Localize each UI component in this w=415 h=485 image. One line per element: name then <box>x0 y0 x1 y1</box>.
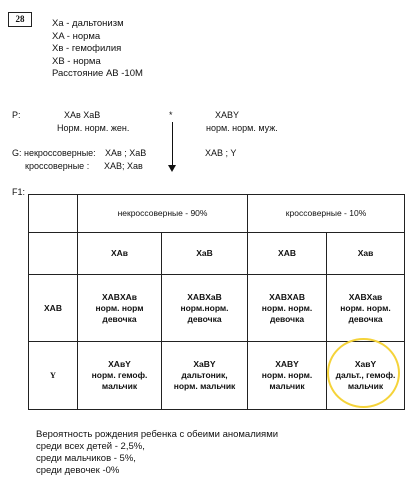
conclusion-line: Вероятность рождения ребенка с обеими аномалиями <box>36 429 279 440</box>
conclusion <box>36 429 278 477</box>
legend-line: XB - норма <box>52 55 101 67</box>
p-male-phenotype: норм. норм. муж. <box>206 123 278 133</box>
col-gamete: XAB <box>248 233 327 275</box>
offspring-cell <box>327 275 405 342</box>
g-cross-gametes: XAB; Xaв <box>104 161 143 171</box>
offspring-genotype: XABXAв <box>102 291 137 302</box>
highlight-circle <box>327 338 400 408</box>
g-male-gametes: XAB ; Y <box>205 148 237 158</box>
empty-corner-cell <box>29 195 78 233</box>
offspring-phenotype: норм. норм <box>95 302 144 313</box>
g-noncross-label: G: некроссоверные: <box>12 148 96 158</box>
conclusion-line: среди мальчиков - 5%, <box>36 453 136 464</box>
conclusion-line: среди всех детей - 2,5%, <box>36 441 145 452</box>
legend-line: XA - норма <box>52 30 101 42</box>
cross-sign: * <box>169 110 173 120</box>
offspring-phenotype: дальт., гемоф. <box>335 370 396 380</box>
arrow-down-icon <box>168 165 176 172</box>
p-female-phenotype: Норм. норм. жен. <box>57 123 130 133</box>
offspring-sex: девочка <box>269 313 305 324</box>
legend-line: Расстояние AB -10M <box>52 68 143 79</box>
col-gamete: XAв <box>78 233 162 275</box>
offspring-cell <box>162 342 248 410</box>
offspring-phenotype: норм. норм. <box>261 302 313 313</box>
offspring-cell <box>248 342 327 410</box>
arrow-shaft <box>172 122 173 167</box>
legend-line: Xв - гемофилия <box>52 43 122 54</box>
offspring-phenotype: норм. норм. <box>261 370 313 380</box>
g-cross-label: кроссоверные : <box>25 161 90 171</box>
offspring-genotype: XABY <box>275 359 299 369</box>
col-gamete: XaB <box>162 233 248 275</box>
f1-label: F1: <box>12 187 26 197</box>
offspring-phenotype: норм. гемоф. <box>91 370 148 380</box>
offspring-sex: норм. мальчик <box>173 381 236 391</box>
legend-line: Xa - дальтонизм <box>52 18 124 29</box>
offspring-genotype: XAвY <box>108 359 131 369</box>
offspring-genotype: XaBY <box>193 359 216 369</box>
offspring-cell <box>78 342 162 410</box>
col-gamete: Xaв <box>327 233 405 275</box>
g-noncross-gametes: XAв ; XaB <box>105 148 147 158</box>
offspring-genotype: XABXAB <box>269 291 305 302</box>
table-row <box>29 233 405 275</box>
offspring-sex: мальчик <box>101 381 138 391</box>
offspring-genotype: XaвY <box>354 359 377 369</box>
p-label: P: <box>12 110 21 120</box>
row-gamete: Y <box>29 342 78 410</box>
task-number: 28 <box>8 12 32 27</box>
group-header-cross: кроссоверные - 10% <box>248 195 405 233</box>
offspring-sex: мальчик <box>269 381 305 391</box>
row-gamete: XAB <box>29 275 78 342</box>
group-header-noncross: некроссоверные - 90% <box>78 195 248 233</box>
conclusion-line: среди девочек -0% <box>36 465 120 476</box>
offspring-sex: девочка <box>187 313 222 324</box>
offspring-phenotype: норм. норм. <box>340 302 391 313</box>
table-row <box>29 195 405 233</box>
offspring-sex: мальчик <box>347 381 384 391</box>
legend <box>52 18 143 81</box>
offspring-cell <box>248 275 327 342</box>
p-male-genotype: XABY <box>215 110 240 120</box>
offspring-cell <box>78 275 162 342</box>
offspring-cell <box>162 275 248 342</box>
p-female-genotype: XAв XaB <box>64 110 101 120</box>
table-row <box>29 275 405 342</box>
offspring-phenotype: дальтоник, <box>181 370 228 380</box>
empty-gamete-cell <box>29 233 78 275</box>
offspring-sex: девочка <box>102 313 137 324</box>
offspring-sex: девочка <box>348 313 383 324</box>
offspring-genotype: XABXaB <box>187 291 222 302</box>
offspring-genotype: XABXaв <box>348 291 383 302</box>
offspring-phenotype: норм.норм. <box>180 302 229 313</box>
